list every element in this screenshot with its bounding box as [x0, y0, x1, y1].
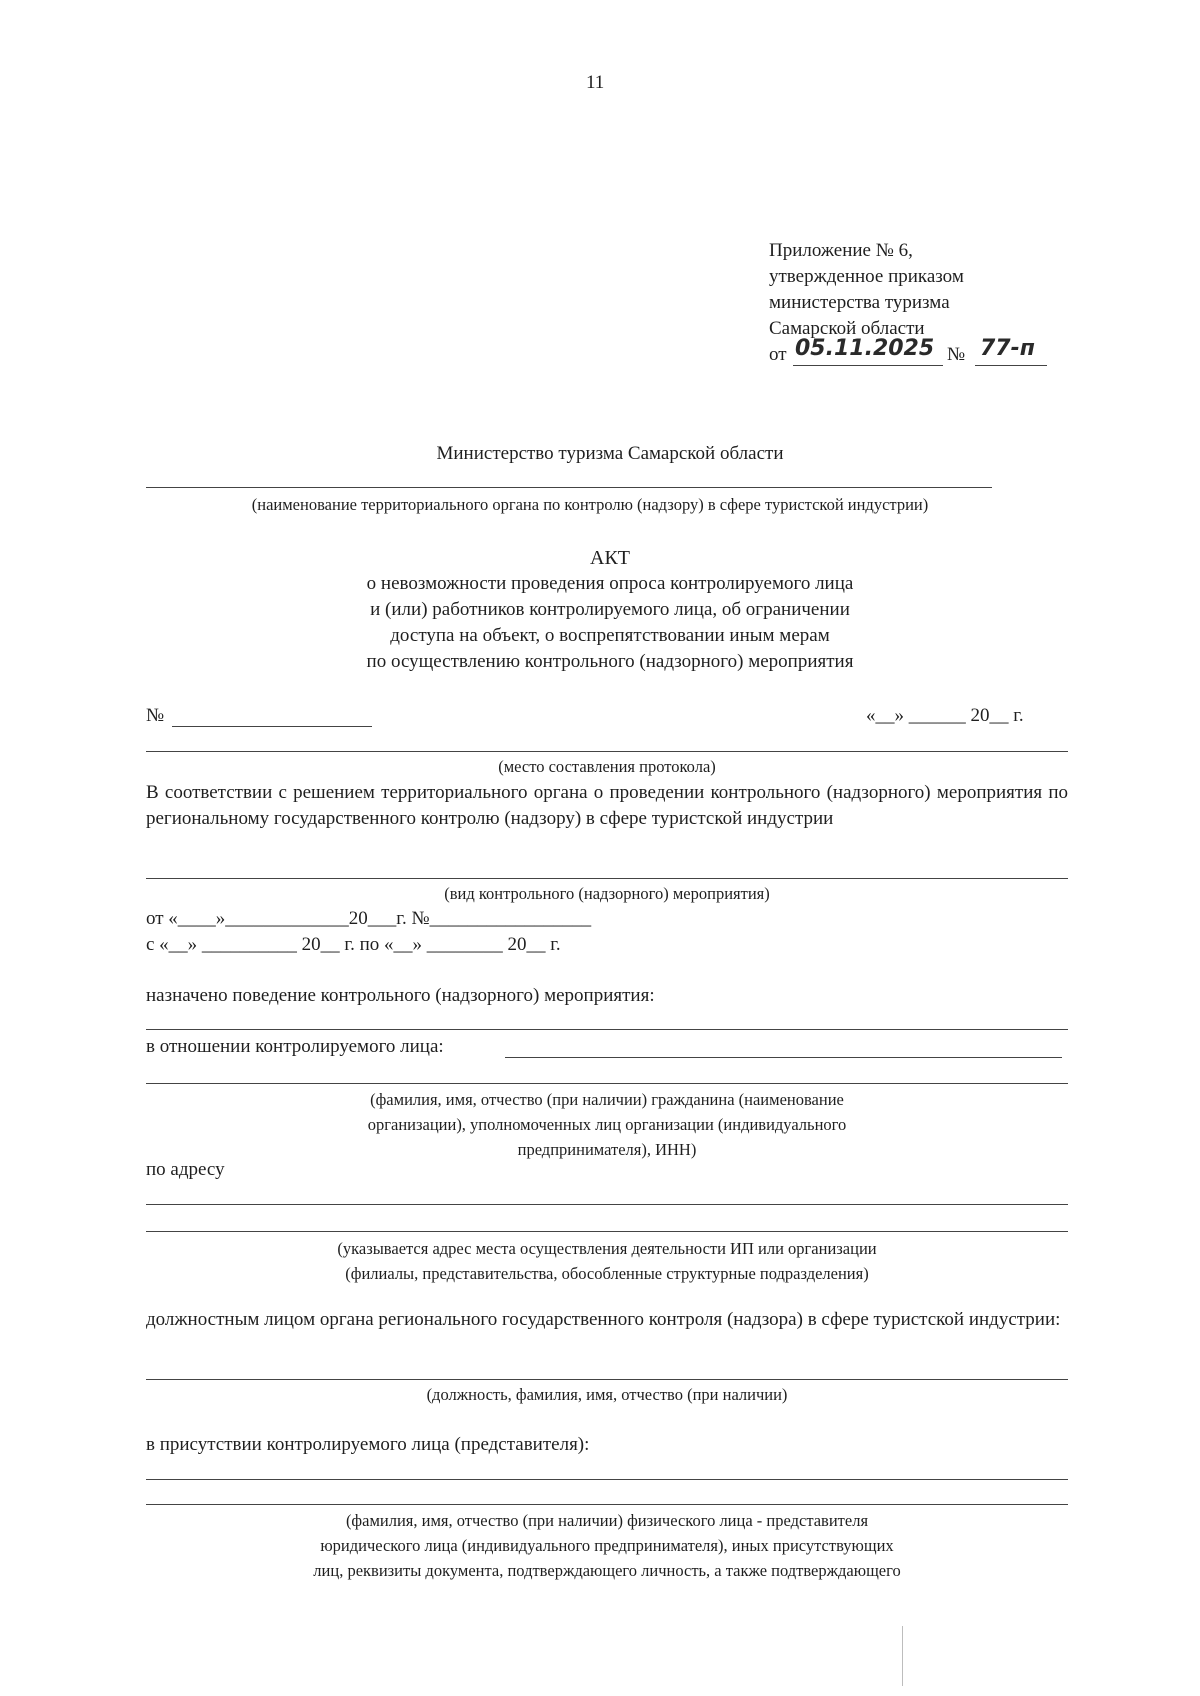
ministry-underline [146, 487, 992, 488]
approval-number-prefix: № [947, 344, 966, 365]
act-title-line-3: доступа на объект, о воспрепятствовании иным мерам [390, 625, 830, 646]
address-caption [146, 1236, 1068, 1286]
ministry-caption: (наименование территориального органа по контролю (надзору) в сфере туристской индустрии) [251, 495, 929, 514]
approval-block [769, 238, 964, 342]
act-title-line-4: по осуществлению контрольного (надзорного) мероприятия [366, 651, 854, 672]
regarding-label: в отношении контролируемого лица: [146, 1036, 444, 1057]
approval-line-2: утвержденное приказом [769, 266, 964, 287]
official-caption: (должность, фамилия, имя, отчество (при наличии) [426, 1385, 788, 1404]
act-title-line-2: и (или) работников контролируемого лица, об ограничении [370, 599, 850, 620]
presence-caption-line-2: юридического лица (индивидуального предпринимателя), иных присутствующих [320, 1536, 894, 1555]
approval-number-handwritten: 77-п [980, 336, 1035, 361]
act-title-main: АКТ [590, 547, 630, 569]
scheduled-label: назначено поведение контрольного (надзорного) мероприятия: [146, 985, 655, 1006]
address-underline-1 [146, 1204, 1068, 1205]
act-number-label: № [146, 705, 165, 726]
presence-label: в присутствии контролируемого лица (представителя): [146, 1434, 590, 1455]
act-title-line-1: о невозможности проведения опроса контролируемого лица [366, 573, 854, 594]
ministry-name: Министерство туризма Самарской области [436, 443, 784, 464]
place-caption: (место составления протокола) [498, 757, 716, 776]
scan-margin-mark [902, 1626, 903, 1686]
regarding-underline [505, 1057, 1062, 1058]
presence-caption-line-3: лиц, реквизиты документа, подтверждающего личность, а также подтверждающего [313, 1561, 901, 1580]
presence-underline-1 [146, 1479, 1068, 1480]
scheduled-underline [146, 1029, 1068, 1030]
from-line: от «____»_____________20___г. №_________________ [146, 908, 592, 929]
official-underline [146, 1379, 1068, 1380]
act-title [200, 545, 1020, 675]
act-date: «__» ______ 20__ г. [866, 705, 1024, 726]
person-caption-line-1: (фамилия, имя, отчество (при наличии) гражданина (наименование [370, 1090, 844, 1109]
address-caption-line-1: (указывается адрес места осуществления деятельности ИП или организации [337, 1239, 877, 1258]
person-caption [146, 1087, 1068, 1162]
person-caption-line-2: организации), уполномоченных лиц организации (индивидуального [367, 1115, 847, 1134]
approval-number-underline [975, 365, 1047, 366]
page-number: 11 [586, 72, 605, 93]
act-number-underline [172, 726, 372, 727]
person-underline [146, 1083, 1068, 1084]
approval-date-handwritten: 05.11.2025 [795, 336, 935, 361]
approval-line-3: министерства туризма [769, 292, 950, 313]
presence-underline-2 [146, 1504, 1068, 1505]
place-underline [146, 751, 1068, 752]
presence-caption [146, 1508, 1068, 1583]
approval-line-1: Приложение № 6, [769, 240, 913, 261]
event-type-underline [146, 878, 1068, 879]
address-label: по адресу [146, 1159, 225, 1180]
approval-from-prefix: от [769, 344, 787, 365]
period-line: с «__» __________ 20__ г. по «__» ________ 20__ г. [146, 934, 561, 955]
approval-date-underline [793, 365, 943, 366]
presence-caption-line-1: (фамилия, имя, отчество (при наличии) физического лица - представителя [345, 1511, 869, 1530]
official-text: должностным лицом органа регионального государственного контроля (надзора) в сфере туристской индустрии: [146, 1309, 1061, 1330]
basis-text: В соответствии с решением территориального органа о проведении контрольного (надзорного) мероприятия по региональному государственного контролю (надзору) в сфере туристской индустрии [146, 782, 1068, 829]
approval-line-4: Самарской области [769, 318, 925, 339]
event-type-caption: (вид контрольного (надзорного) мероприятия) [444, 884, 770, 903]
person-caption-line-3: предпринимателя), ИНН) [517, 1140, 697, 1159]
address-underline-2 [146, 1231, 1068, 1232]
address-caption-line-2: (филиалы, представительства, обособленные структурные подразделения) [345, 1264, 869, 1283]
